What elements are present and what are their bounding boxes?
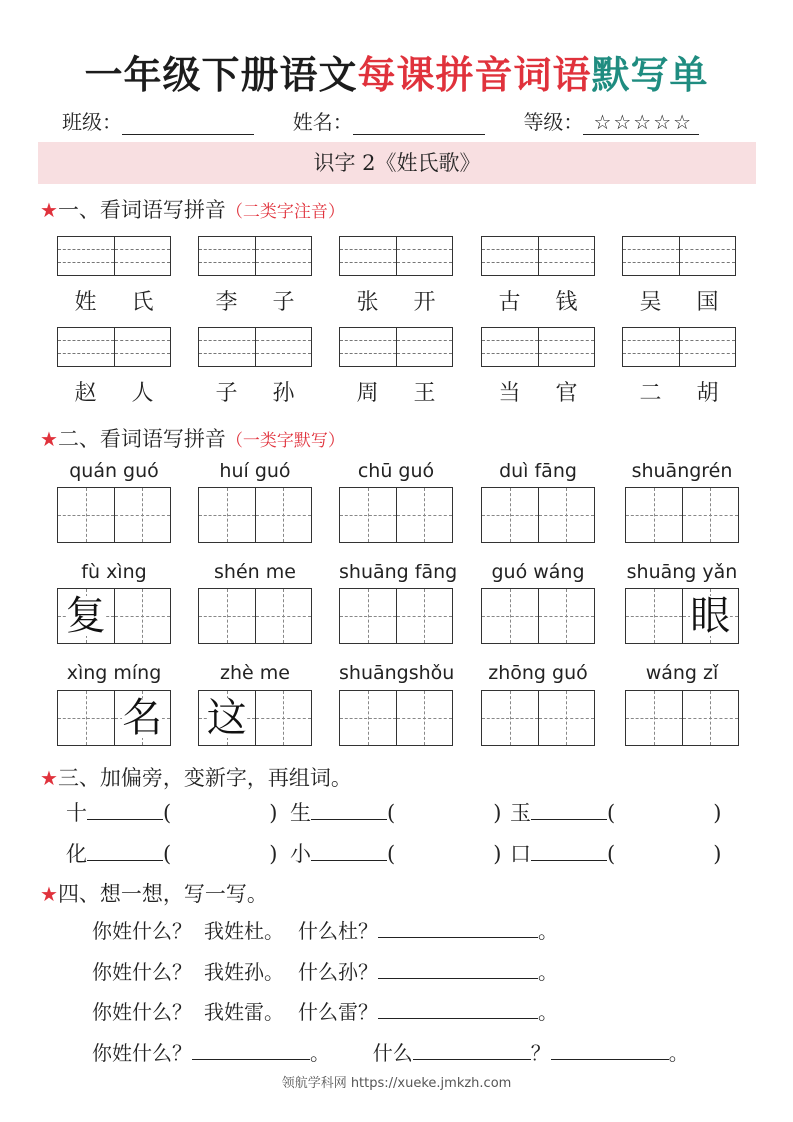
word-char: 人 xyxy=(131,381,154,406)
guide-line xyxy=(340,262,396,263)
pinyin-cell[interactable] xyxy=(538,237,595,275)
pinyin-writing-box[interactable] xyxy=(481,327,595,367)
guide-line xyxy=(623,353,679,354)
new-character-blank[interactable] xyxy=(87,840,163,861)
guide-line xyxy=(680,340,736,341)
lesson-banner: 识字 2《姓氏歌》 xyxy=(38,142,756,184)
guide-line xyxy=(683,515,739,516)
guide-line xyxy=(397,340,453,341)
guide-line xyxy=(623,249,679,250)
paren-close: ) xyxy=(269,842,278,866)
pinyin-label: zhōng guó xyxy=(488,662,588,684)
pinyin-cell[interactable] xyxy=(340,328,396,366)
radical-item xyxy=(66,838,277,868)
guide-line xyxy=(539,353,595,354)
guide-line xyxy=(115,249,171,250)
section2-note: （一类字默写） xyxy=(225,431,345,451)
character-cell[interactable] xyxy=(199,691,255,745)
name-field[interactable] xyxy=(353,112,485,135)
word-char: 氏 xyxy=(131,290,154,315)
character-writing-box[interactable] xyxy=(625,588,739,644)
character-cell[interactable] xyxy=(396,691,453,745)
section4-last-line xyxy=(92,1037,689,1066)
answer-blank[interactable] xyxy=(192,1039,310,1060)
character-writing-box[interactable] xyxy=(481,690,595,746)
guide-line xyxy=(256,262,312,263)
character-writing-box[interactable] xyxy=(57,690,171,746)
pinyin-label: chū guó xyxy=(357,460,435,482)
student-info-line xyxy=(62,106,699,135)
guide-line xyxy=(482,262,538,263)
guide-line xyxy=(256,353,312,354)
guide-line xyxy=(397,249,453,250)
character-cell[interactable] xyxy=(538,488,595,542)
character-cell[interactable] xyxy=(626,589,682,643)
guide-line xyxy=(199,515,255,516)
guide-line xyxy=(256,249,312,250)
paren-close: ) xyxy=(713,801,722,825)
guide-line xyxy=(683,718,739,719)
pinyin-label: fù xìng xyxy=(81,561,147,583)
radical-item xyxy=(510,838,721,868)
period: 。 xyxy=(538,919,558,943)
character-writing-box[interactable] xyxy=(198,487,312,543)
new-character-blank[interactable] xyxy=(311,840,387,861)
pinyin-label: quán guó xyxy=(69,460,159,482)
question-text: 你姓什么？ xyxy=(92,919,192,943)
pinyin-label: shuāng yǎn xyxy=(626,561,738,583)
given-character: 眼 xyxy=(690,593,731,639)
given-character: 复 xyxy=(65,593,106,639)
base-character: 生 xyxy=(290,801,311,825)
pinyin-label: wáng zǐ xyxy=(645,662,719,684)
paren-open: ( xyxy=(607,801,616,825)
guide-line xyxy=(115,340,171,341)
question-text: 你姓什么？ xyxy=(92,960,192,984)
pinyin-cell[interactable] xyxy=(396,328,453,366)
pinyin-cell[interactable] xyxy=(396,237,453,275)
guide-line xyxy=(199,262,255,263)
pinyin-cell[interactable] xyxy=(58,237,114,275)
guide-line xyxy=(539,249,595,250)
character-writing-box[interactable] xyxy=(339,588,453,644)
word-char: 王 xyxy=(413,381,436,406)
pinyin-writing-box[interactable] xyxy=(622,327,736,367)
section2-title: 二、看词语写拼音 xyxy=(57,427,226,451)
word-characters xyxy=(57,376,171,407)
guide-line xyxy=(482,718,538,719)
character-cell[interactable] xyxy=(682,691,739,745)
word-characters xyxy=(339,285,453,316)
last-ask: 什么 xyxy=(372,1041,413,1065)
guide-line xyxy=(397,353,453,354)
character-cell[interactable] xyxy=(255,589,312,643)
pinyin-cell[interactable] xyxy=(482,237,538,275)
character-cell[interactable] xyxy=(396,589,453,643)
dialogue-line xyxy=(92,956,558,985)
guide-line xyxy=(115,515,171,516)
guide-line xyxy=(626,515,682,516)
word-characters xyxy=(57,285,171,316)
last-question: 你姓什么？ xyxy=(92,1041,192,1065)
character-cell[interactable] xyxy=(255,488,312,542)
word-characters xyxy=(198,376,312,407)
pinyin-cell[interactable] xyxy=(538,328,595,366)
word-characters xyxy=(481,285,595,316)
dialogue-line xyxy=(92,996,558,1025)
base-character: 小 xyxy=(290,842,311,866)
period: 。 xyxy=(538,1000,558,1024)
guide-line xyxy=(256,718,312,719)
character-writing-box[interactable] xyxy=(339,487,453,543)
paren-close: ) xyxy=(493,842,502,866)
word-characters xyxy=(622,285,736,316)
character-cell[interactable] xyxy=(199,488,255,542)
guide-line xyxy=(482,515,538,516)
word-char: 子 xyxy=(272,290,295,315)
paren-close: ) xyxy=(493,801,502,825)
answer-text: 我姓雷。 xyxy=(204,1000,284,1024)
ask-text: 什么雷？ xyxy=(298,1000,378,1024)
pinyin-writing-box[interactable] xyxy=(339,236,453,276)
guide-line xyxy=(482,340,538,341)
character-writing-box[interactable] xyxy=(625,690,739,746)
guide-line xyxy=(539,515,595,516)
pinyin-cell[interactable] xyxy=(255,237,312,275)
pinyin-label: xìng míng xyxy=(66,662,162,684)
word-char: 开 xyxy=(413,290,436,315)
guide-line xyxy=(397,515,453,516)
pinyin-writing-box[interactable] xyxy=(622,236,736,276)
pinyin-label: huí guó xyxy=(219,460,291,482)
word-char: 姓 xyxy=(74,290,97,315)
word-characters xyxy=(481,376,595,407)
answer-text: 我姓杜。 xyxy=(204,919,284,943)
star-icon: ★ xyxy=(40,766,58,790)
grade-label: 等级： xyxy=(523,110,584,134)
guide-line xyxy=(539,718,595,719)
guide-line xyxy=(539,340,595,341)
paren-close: ) xyxy=(269,801,278,825)
character-cell[interactable] xyxy=(340,691,396,745)
guide-line xyxy=(482,353,538,354)
pinyin-cell[interactable] xyxy=(199,237,255,275)
pinyin-cell[interactable] xyxy=(482,328,538,366)
guide-line xyxy=(340,616,396,617)
character-cell[interactable] xyxy=(58,488,114,542)
character-writing-box[interactable] xyxy=(339,690,453,746)
word-char: 子 xyxy=(215,381,238,406)
paren-open: ( xyxy=(387,801,396,825)
guide-line xyxy=(340,249,396,250)
answer-blank[interactable] xyxy=(378,917,538,938)
pinyin-label: shuāng fāng xyxy=(339,561,458,583)
guide-line xyxy=(623,262,679,263)
pinyin-cell[interactable] xyxy=(340,237,396,275)
word-char: 国 xyxy=(696,290,719,315)
radical-item xyxy=(66,797,277,827)
pinyin-cell[interactable] xyxy=(623,237,679,275)
character-writing-box[interactable] xyxy=(481,487,595,543)
guide-line xyxy=(115,353,171,354)
pinyin-cell[interactable] xyxy=(255,328,312,366)
guide-line xyxy=(482,249,538,250)
guide-line xyxy=(58,353,114,354)
radical-item xyxy=(290,797,501,827)
guide-line xyxy=(340,718,396,719)
paren-open: ( xyxy=(387,842,396,866)
title-part-2: 每课拼音词语 xyxy=(357,52,592,97)
paren-open: ( xyxy=(163,801,172,825)
pinyin-label: shuāngrén xyxy=(631,460,733,482)
character-cell[interactable] xyxy=(482,488,538,542)
guide-line xyxy=(626,718,682,719)
guide-line xyxy=(340,515,396,516)
pinyin-cell[interactable] xyxy=(58,328,114,366)
footer-watermark: 领航学科网 https://xueke.jmkzh.com xyxy=(281,1076,512,1091)
new-character-blank[interactable] xyxy=(531,840,607,861)
guide-line xyxy=(680,249,736,250)
pinyin-label: shuāngshǒu xyxy=(339,662,455,684)
question-text: 你姓什么？ xyxy=(92,1000,192,1024)
word-char: 古 xyxy=(498,290,521,315)
paren-open: ( xyxy=(607,842,616,866)
period: 。 xyxy=(310,1041,330,1065)
character-cell[interactable] xyxy=(538,691,595,745)
guide-line xyxy=(115,616,171,617)
class-label: 班级： xyxy=(62,110,122,134)
base-character: 化 xyxy=(66,842,87,866)
section4-heading xyxy=(40,878,268,908)
character-cell[interactable] xyxy=(58,589,114,643)
character-cell[interactable] xyxy=(626,488,682,542)
guide-line xyxy=(58,262,114,263)
section3-heading xyxy=(40,762,352,792)
answer-blank[interactable] xyxy=(378,998,538,1019)
character-writing-box[interactable] xyxy=(198,690,312,746)
section2-heading xyxy=(40,423,345,453)
guide-line xyxy=(58,515,114,516)
character-cell[interactable] xyxy=(626,691,682,745)
character-cell[interactable] xyxy=(682,488,739,542)
period: 。 xyxy=(538,960,558,984)
given-character: 这 xyxy=(206,695,247,741)
character-cell[interactable] xyxy=(114,589,171,643)
pinyin-label: shén me xyxy=(214,561,296,583)
guide-line xyxy=(539,262,595,263)
pinyin-writing-box[interactable] xyxy=(481,236,595,276)
ask-text: 什么杜？ xyxy=(298,919,378,943)
guide-line xyxy=(199,616,255,617)
pinyin-label: guó wáng xyxy=(491,561,585,583)
given-character: 名 xyxy=(122,695,163,741)
guide-line xyxy=(256,340,312,341)
word-char: 赵 xyxy=(74,381,97,406)
guide-line xyxy=(58,340,114,341)
guide-line xyxy=(199,249,255,250)
pinyin-writing-box[interactable] xyxy=(339,327,453,367)
guide-line xyxy=(539,616,595,617)
word-char: 周 xyxy=(356,381,379,406)
title-part-1: 一年级下册语文 xyxy=(84,52,358,97)
guide-line xyxy=(256,616,312,617)
word-char: 吴 xyxy=(639,290,662,315)
word-char: 钱 xyxy=(555,290,578,315)
character-cell[interactable] xyxy=(114,488,171,542)
pinyin-cell[interactable] xyxy=(679,328,736,366)
guide-line xyxy=(482,616,538,617)
section1-note: （二类字注音） xyxy=(225,202,345,222)
section1-heading xyxy=(40,194,345,224)
pinyin-cell[interactable] xyxy=(114,237,171,275)
pinyin-writing-box[interactable] xyxy=(57,236,171,276)
character-writing-box[interactable] xyxy=(625,487,739,543)
pinyin-label: zhè me xyxy=(220,662,290,684)
character-cell[interactable] xyxy=(340,589,396,643)
base-character: 十 xyxy=(66,801,87,825)
guide-line xyxy=(397,616,453,617)
pinyin-label: duì fāng xyxy=(499,460,577,482)
character-writing-box[interactable] xyxy=(57,487,171,543)
character-writing-box[interactable] xyxy=(57,588,171,644)
pinyin-writing-box[interactable] xyxy=(198,327,312,367)
character-cell[interactable] xyxy=(199,589,255,643)
new-character-blank[interactable] xyxy=(311,799,387,820)
section4-title: 四、想一想，写一写。 xyxy=(57,882,268,906)
guide-line xyxy=(626,616,682,617)
answer-blank[interactable] xyxy=(551,1039,669,1060)
character-cell[interactable] xyxy=(114,691,171,745)
word-char: 孙 xyxy=(272,381,295,406)
star-icon: ★ xyxy=(40,882,58,906)
word-char: 二 xyxy=(639,381,662,406)
guide-line xyxy=(623,340,679,341)
guide-line xyxy=(58,718,114,719)
class-field[interactable] xyxy=(122,112,254,135)
character-writing-box[interactable] xyxy=(481,588,595,644)
answer-text: 我姓孙。 xyxy=(204,960,284,984)
guide-line xyxy=(397,262,453,263)
character-cell[interactable] xyxy=(538,589,595,643)
answer-blank[interactable] xyxy=(413,1039,531,1060)
section3-title: 三、加偏旁，变新字，再组词。 xyxy=(57,766,352,790)
name-label: 姓名： xyxy=(292,110,353,134)
character-cell[interactable] xyxy=(682,589,739,643)
guide-line xyxy=(680,353,736,354)
pinyin-writing-box[interactable] xyxy=(57,327,171,367)
base-character: 口 xyxy=(510,842,531,866)
pinyin-cell[interactable] xyxy=(199,328,255,366)
answer-blank[interactable] xyxy=(378,958,538,979)
character-cell[interactable] xyxy=(482,691,538,745)
guide-line xyxy=(199,353,255,354)
radical-item xyxy=(510,797,721,827)
guide-line xyxy=(58,249,114,250)
new-character-blank[interactable] xyxy=(531,799,607,820)
guide-line xyxy=(115,262,171,263)
character-cell[interactable] xyxy=(255,691,312,745)
section1-title: 一、看词语写拼音 xyxy=(57,198,226,222)
radical-item xyxy=(290,838,501,868)
star-icon: ★ xyxy=(40,198,58,222)
guide-line xyxy=(340,353,396,354)
character-cell[interactable] xyxy=(396,488,453,542)
word-char: 张 xyxy=(356,290,379,315)
pinyin-cell[interactable] xyxy=(623,328,679,366)
dialogue-line xyxy=(92,915,558,944)
pinyin-cell[interactable] xyxy=(114,328,171,366)
character-cell[interactable] xyxy=(340,488,396,542)
word-char: 胡 xyxy=(696,381,719,406)
guide-line xyxy=(680,262,736,263)
grade-stars[interactable]: ☆☆☆☆☆ xyxy=(583,110,699,135)
guide-line xyxy=(397,718,453,719)
guide-line xyxy=(256,515,312,516)
star-icon: ★ xyxy=(40,427,58,451)
base-character: 玉 xyxy=(510,801,531,825)
period: 。 xyxy=(668,1041,689,1065)
paren-close: ) xyxy=(713,842,722,866)
question-mark: ？ xyxy=(530,1041,551,1065)
word-characters xyxy=(198,285,312,316)
pinyin-writing-box[interactable] xyxy=(198,236,312,276)
character-cell[interactable] xyxy=(482,589,538,643)
ask-text: 什么孙？ xyxy=(298,960,378,984)
guide-line xyxy=(340,340,396,341)
word-characters xyxy=(339,376,453,407)
word-characters xyxy=(622,376,736,407)
word-char: 李 xyxy=(215,290,238,315)
word-char: 当 xyxy=(498,381,521,406)
pinyin-cell[interactable] xyxy=(679,237,736,275)
word-char: 官 xyxy=(555,381,578,406)
character-cell[interactable] xyxy=(58,691,114,745)
page-title xyxy=(0,44,793,99)
character-writing-box[interactable] xyxy=(198,588,312,644)
new-character-blank[interactable] xyxy=(87,799,163,820)
title-part-3: 默写单 xyxy=(591,52,709,97)
paren-open: ( xyxy=(163,842,172,866)
guide-line xyxy=(199,340,255,341)
